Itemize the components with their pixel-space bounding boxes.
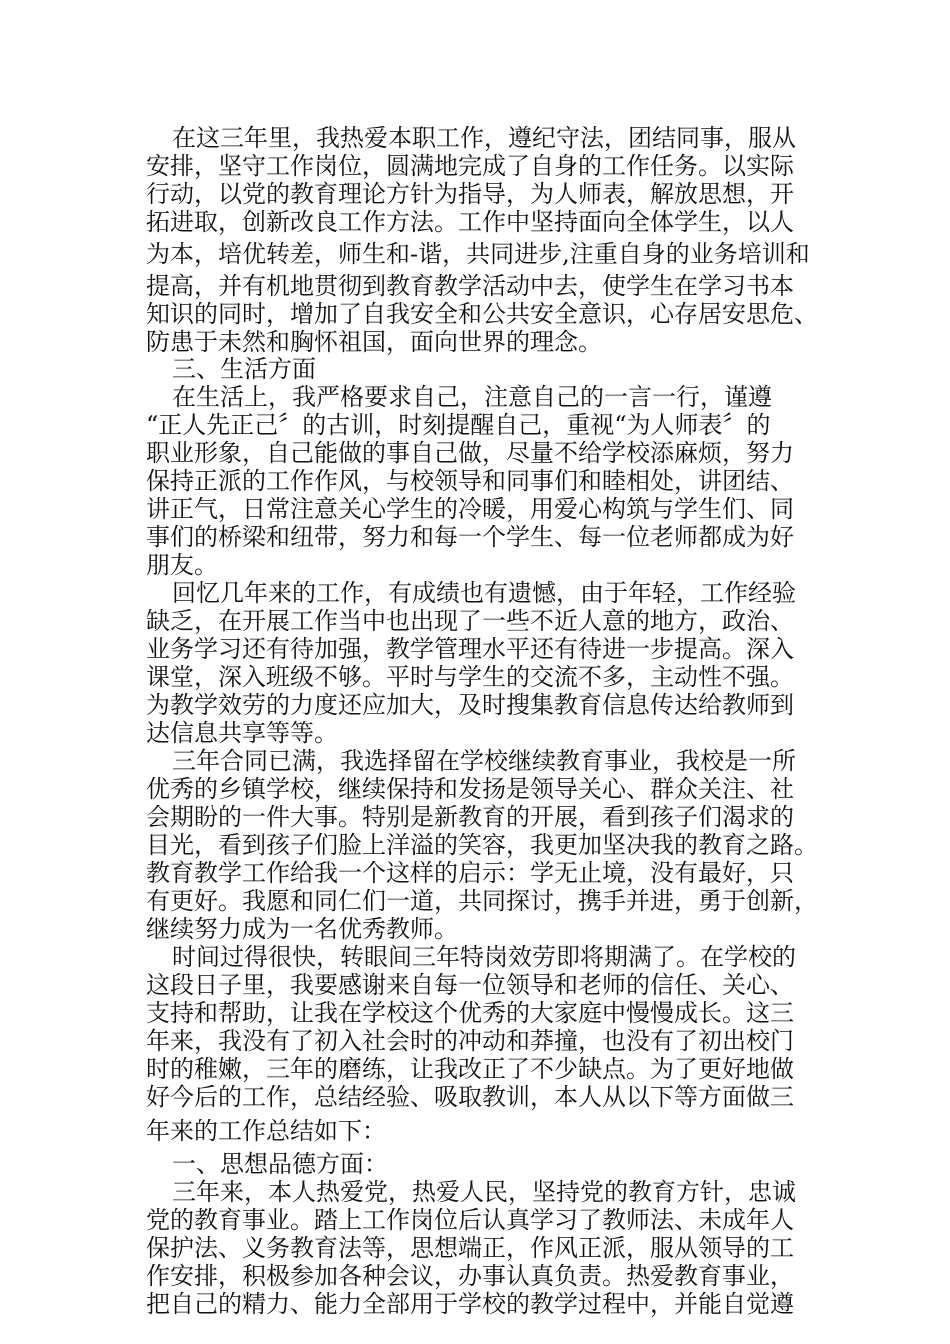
text-line: 拓进取，创新改良工作方法。工作中坚持面向全体学生，以人 — [146, 208, 794, 236]
text-line: 支持和帮助，让我在学校这个优秀的大家庭中慢慢成长。这三 — [146, 999, 794, 1027]
text-line: 党的教育事业。踏上工作岗位后认真学习了教师法、未成年人 — [146, 1206, 794, 1234]
text-line: 教育教学工作给我一个这样的启示：学无止境，没有最好，只 — [146, 859, 794, 887]
text-line: 提高，并有机地贯彻到教育教学活动中去，使学生在学习书本 — [146, 272, 794, 300]
text-line: 为本，培优转差，师生和-谐，共同进步,注重自身的业务培训和 — [146, 240, 810, 268]
text-line: 缺乏，在开展工作当中也出现了一些不近人意的地方，政治、 — [146, 607, 794, 635]
text-line: 达信息共享等等。 — [146, 719, 338, 747]
text-line: 年来的工作总结如下： — [146, 1117, 386, 1145]
text-line: 优秀的乡镇学校，继续保持和发扬是领导关心、群众关注、社 — [146, 775, 794, 803]
text-line: 安排，坚守工作岗位，圆满地完成了自身的工作任务。以实际 — [146, 152, 794, 180]
text-line: 回忆几年来的工作，有成绩也有遗憾，由于年轻，工作经验 — [172, 579, 796, 607]
text-line: 作安排，积极参加各种会议，办事认真负责。热爱教育事业， — [146, 1262, 794, 1290]
text-line: 有更好。我愿和同仁们一道，共同探讨，携手并进，勇于创新， — [146, 887, 818, 915]
text-line: 时的稚嫩，三年的磨练，让我改正了不少缺点。为了更好地做 — [146, 1055, 794, 1083]
text-line: 目光，看到孩子们脸上洋溢的笑容，我更加坚决我的教育之路。 — [146, 831, 818, 859]
text-line: 继续努力成为一名优秀教师。 — [146, 915, 458, 943]
text-line: 在这三年里，我热爱本职工作，遵纪守法，团结同事，服从 — [172, 124, 796, 152]
text-line: 保护法、义务教育法等，思想端正，作风正派，服从领导的工 — [146, 1234, 794, 1262]
text-line: 知识的同时，增加了自我安全和公共安全意识，心存居安思危、 — [146, 300, 818, 328]
text-line: 行动，以党的教育理论方针为指导，为人师表，解放思想，开 — [146, 180, 794, 208]
text-line: 三年来，本人热爱党，热爱人民，坚持党的教育方针，忠诚 — [172, 1178, 796, 1206]
section-heading: 一、思想品德方面： — [172, 1150, 388, 1178]
text-line: 为教学效劳的力度还应加大，及时搜集教育信息传达给教师到 — [146, 691, 794, 719]
section-heading: 三、生活方面 — [172, 355, 316, 383]
text-line: 三年合同已满，我选择留在学校继续教育事业，我校是一所 — [172, 747, 796, 775]
text-line: 防患于未然和胸怀祖国，面向世界的理念。 — [146, 328, 602, 356]
text-line: 事们的桥梁和纽带，努力和每一个学生、每一位老师都成为好 — [146, 523, 794, 551]
text-line: 年来，我没有了初入社会时的冲动和莽撞，也没有了初出校门 — [146, 1027, 794, 1055]
text-line: 保持正派的工作作风，与校领导和同事们和睦相处，讲团结、 — [146, 467, 794, 495]
text-line: 课堂，深入班级不够。平时与学生的交流不多，主动性不强。 — [146, 663, 794, 691]
text-line: 时间过得很快，转眼间三年特岗效劳即将期满了。在学校的 — [172, 943, 796, 971]
text-line: 这段日子里，我要感谢来自每一位领导和老师的信任、关心、 — [146, 971, 794, 999]
text-line: 把自己的精力、能力全部用于学校的教学过程中，并能自觉遵 — [146, 1290, 794, 1318]
text-line: 讲正气，日常注意关心学生的冷暖，用爱心构筑与学生们、同 — [146, 495, 794, 523]
text-line: 好今后的工作，总结经验、吸取教训，本人从以下等方面做三 — [146, 1083, 794, 1111]
text-line: 朋友。 — [146, 551, 218, 579]
text-line: 职业形象，自己能做的事自己做，尽量不给学校添麻烦，努力 — [146, 439, 794, 467]
text-line: 在生活上，我严格要求自己，注意自己的一言一行，谨遵 — [172, 383, 772, 411]
text-line: 业务学习还有待加强，教学管理水平还有待进一步提高。深入 — [146, 635, 794, 663]
text-line: “正人先正己〞的古训，时刻提醒自己，重视“为人师表〞的 — [146, 411, 771, 439]
text-line: 会期盼的一件大事。特别是新教育的开展，看到孩子们渴求的 — [146, 803, 794, 831]
